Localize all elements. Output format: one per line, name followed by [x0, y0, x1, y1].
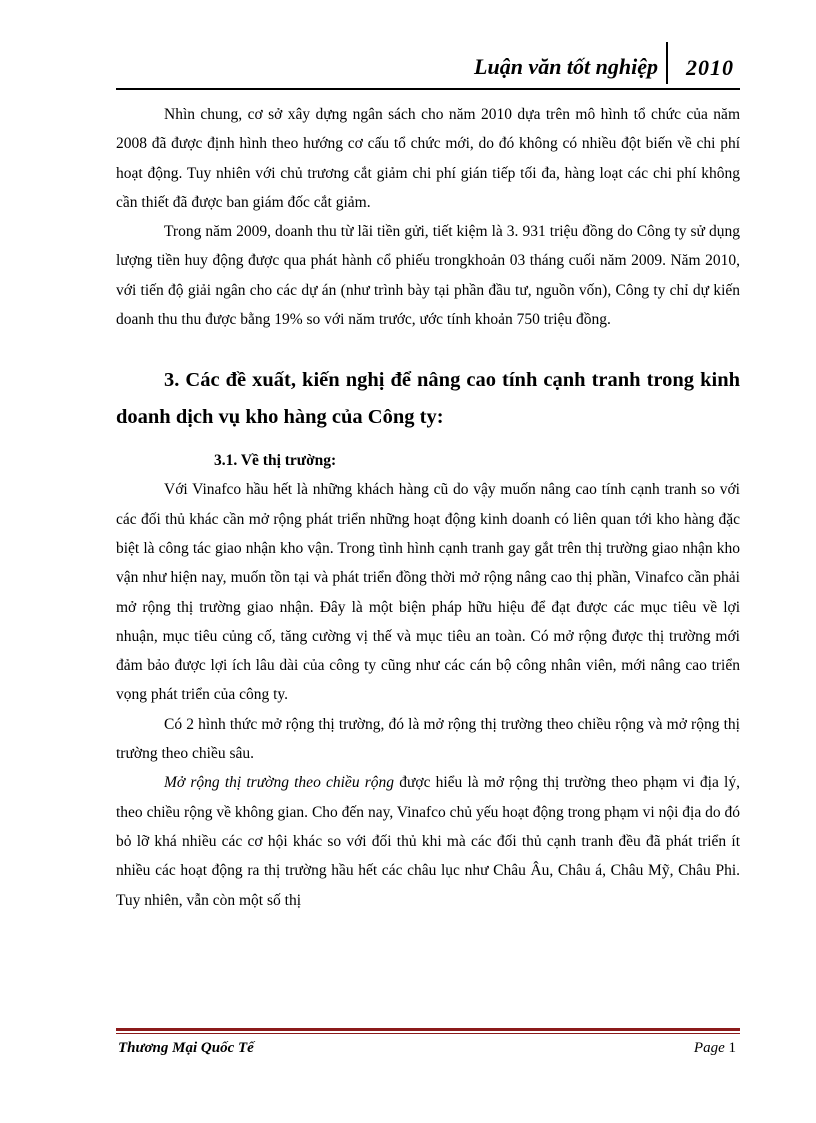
footer-page-label: Page: [693, 1040, 725, 1056]
italic-term: Mở rộng thị trường theo chiều rộng: [164, 774, 395, 792]
header-year: 2010: [686, 55, 734, 80]
paragraph-revenue: Trong năm 2009, doanh thu từ lãi tiền gửi, tiết kiệm là 3. 931 triệu đồng do Công ty sử dụng lượng tiền huy động được qua phát hành cổ phiếu trongkhoản 03 tháng cuối năm 2009. Năm 2010, với tiến độ giải ngân cho các dự án (như trình bày tại phần đầu tư, nguồn vốn), Công ty chỉ dự kiến doanh thu thu được bằng 19% so với năm trước, ước tính khoản 750 triệu đồng.: [116, 223, 740, 329]
paragraph-forms: Có 2 hình thức mở rộng thị trường, đó là mở rộng thị trường theo chiều rộng và mở rộng thị trường theo chiều sâu.: [116, 715, 740, 763]
footer-department: Thương Mại Quốc Tế: [118, 1040, 254, 1056]
footer-rule-thick: [116, 1028, 740, 1031]
document-body: [116, 100, 740, 915]
paragraph-budget: Nhìn chung, cơ sở xây dựng ngân sách cho năm 2010 dựa trên mô hình tổ chức của năm 2008 đã được định hình theo hướng cơ cấu tổ chức mới, do đó không có nhiều đột biến về chi phí hoạt động. Tuy nhiên với chủ trương cắt giảm chi phí gián tiếp tối đa, hàng loạt các chi phí không cần thiết đã được ban giám đốc cắt giảm.: [116, 106, 740, 211]
header-title: Luận văn tốt nghiệp: [474, 54, 658, 79]
footer-page-number: 1: [728, 1040, 736, 1056]
header-rule: [116, 88, 740, 90]
page-header: [116, 42, 740, 94]
paragraph-breadth: [116, 768, 740, 914]
footer-rule-thin: [116, 1033, 740, 1034]
section-heading-3: 3. Các đề xuất, kiến nghị để nâng cao tính cạnh tranh trong kinh doanh dịch vụ kho hàng của Công ty:: [116, 369, 740, 429]
footer-page: [694, 1040, 736, 1057]
subsection-heading-3-1: 3.1. Về thị trường:: [214, 452, 337, 470]
paragraph-market: Với Vinafco hầu hết là những khách hàng cũ do vậy muốn nâng cao tính cạnh tranh so với các đối thủ khác cần mở rộng phát triển những hoạt động kinh doanh có liên quan tới kho hàng đặc biệt là công tác giao nhận kho vận. Trong tình hình cạnh tranh gay gắt trên thị trường giao nhận kho vận như hiện nay, muốn tồn tại và phát triển đồng thời mở rộng nâng cao thị phần, Vinafco cần phải mở rộng thị trường giao nhận. Đây là một biện pháp hữu hiệu để đạt được các mục tiêu về lợi nhuận, mục tiêu củng cố, tăng cường vị thế và mục tiêu an toàn. Có mở rộng được thị trường mới đảm bảo được lợi ích lâu dài của công ty cũng như các cán bộ công nhân viên, mới nâng cao triển vọng phát triển của công ty.: [116, 481, 740, 704]
paragraph-breadth-text: được hiểu là mở rộng thị trường theo phạm vi địa lý, theo chiều rộng về không gian. Cho đến nay, Vinafco chủ yếu hoạt động trong phạm vi nội địa do đó bỏ lỡ khá nhiều các cơ hội khác so với đối thủ khi mà các đối thủ cạnh tranh đều đã phát triển ít nhiều các hoạt động ra thị trường hầu hết các châu lục như Châu Âu, Châu á, Châu Mỹ, Châu Phi. Tuy nhiên, vẫn còn một số thị: [116, 774, 740, 909]
header-divider: [666, 42, 668, 84]
